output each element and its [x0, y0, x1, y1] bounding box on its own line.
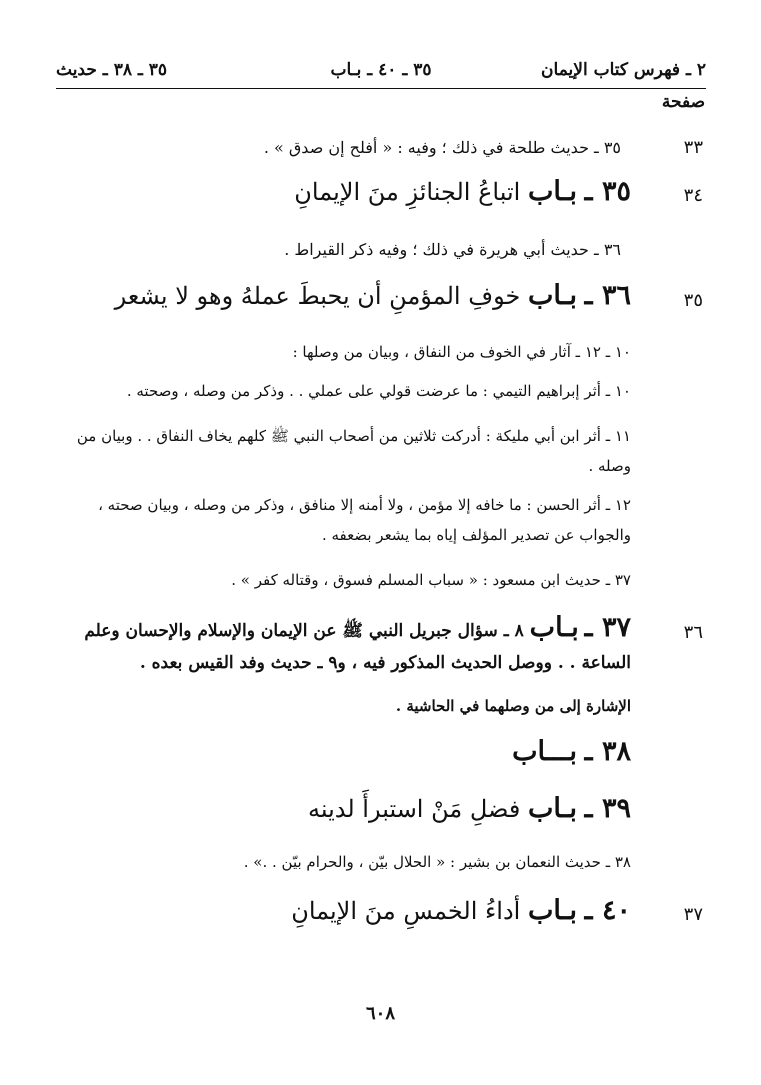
- chapter-title: اتباعُ الجنائزِ منَ الإيمانِ: [294, 178, 521, 206]
- running-header: [56, 56, 706, 89]
- chapter-number: ٣٧ ـ: [584, 612, 631, 643]
- hadith-entry: ٣٥ ـ حديث طلحة في ذلك ؛ وفيه : « أفلح إن صدق » .: [263, 138, 621, 157]
- athar-entry: ١٢ ـ أثر الحسن : ما خافه إلا مؤمن ، ولا أمنه إلا منافق ، وذكر من وصله ، وبيان صحته ، والجواب عن تصدير المؤلف إياه بما يشعر بضعفه .: [98, 496, 631, 544]
- hadith-entry: ٣٦ ـ حديث أبي هريرة في ذلك ؛ وفيه ذكر القيراط .: [284, 240, 621, 259]
- chapter-keyword: بـــاب: [512, 736, 578, 767]
- chapter-keyword: بـاب: [527, 793, 578, 824]
- chapter-title: خوفِ المؤمنِ أن يحبطَ عملهُ وهو لا يشعر: [114, 282, 521, 310]
- chapter-keyword: بـاب: [527, 176, 578, 207]
- chapter-number: ٣٦ ـ: [584, 280, 631, 311]
- chapter-number: ٤٠ ـ: [584, 895, 631, 926]
- page-column-label: صفحة: [661, 92, 705, 112]
- hadith-entry: ٣٨ ـ حديث النعمان بن بشير : « الحلال بيّن ، والحرام بيّن . .» .: [243, 853, 631, 871]
- chapter-title: ٨ ـ سؤال جبريل النبي ﷺ عن الإيمان والإسلام والإحسان وعلم الساعة . . ووصل الحديث المذكور فيه ، و٩ ـ حديث وفد القيس بعده .: [84, 621, 631, 673]
- entry-page-number: ٣٤: [683, 185, 703, 206]
- chapter-entry: [56, 736, 631, 767]
- entry-page-number: ٣٦: [683, 622, 703, 643]
- chapter-number: ٣٩ ـ: [584, 793, 631, 824]
- entry-page-number: ٣٥: [683, 290, 703, 311]
- entry-page-number: ٣٧: [683, 904, 703, 925]
- note-entry: الإشارة إلى من وصلهما في الحاشية .: [395, 697, 631, 715]
- chapter-keyword: بـاب: [527, 895, 578, 926]
- entry-page-number: ٣٣: [683, 137, 703, 158]
- athar-entry: ١٠ ـ أثر إبراهيم التيمي : ما عرضت قولي على عملي . . وذكر من وصله ، وصحته .: [126, 382, 631, 400]
- chapter-entry: [56, 612, 631, 679]
- header-chapter-range: ٣٥ ـ ٤٠ ـ بـاب: [330, 60, 432, 80]
- chapter-title: فضلِ مَنْ استبرأَ لدينه: [307, 795, 521, 823]
- chapter-entry: [56, 793, 631, 824]
- header-book-title: ٢ ـ فهرس كتاب الإيمان: [541, 60, 706, 80]
- athar-heading: ١٠ ـ ١٢ ـ آثار في الخوف من النفاق ، وبيان من وصلها :: [292, 343, 631, 361]
- chapter-keyword: بـاب: [529, 612, 579, 643]
- chapter-number: ٣٥ ـ: [584, 176, 631, 207]
- header-hadith-range: ٣٥ ـ ٣٨ ـ حديث: [56, 60, 168, 80]
- chapter-number: ٣٨ ـ: [584, 736, 631, 767]
- hadith-entry: ٣٧ ـ حديث ابن مسعود : « سباب المسلم فسوق ، وقتاله كفر » .: [231, 571, 631, 589]
- chapter-entry: [56, 280, 631, 311]
- chapter-entry: [56, 895, 631, 926]
- chapter-keyword: بـاب: [527, 280, 578, 311]
- chapter-title: أداءُ الخمسِ منَ الإيمانِ: [291, 897, 521, 925]
- athar-entry: ١١ ـ أثر ابن أبي مليكة : أدركت ثلاثين من أصحاب النبي ﷺ كلهم يخاف النفاق . . وبيان من وصله .: [76, 427, 631, 475]
- page-number: ٦٠٨: [365, 1003, 395, 1024]
- chapter-entry: [56, 176, 631, 207]
